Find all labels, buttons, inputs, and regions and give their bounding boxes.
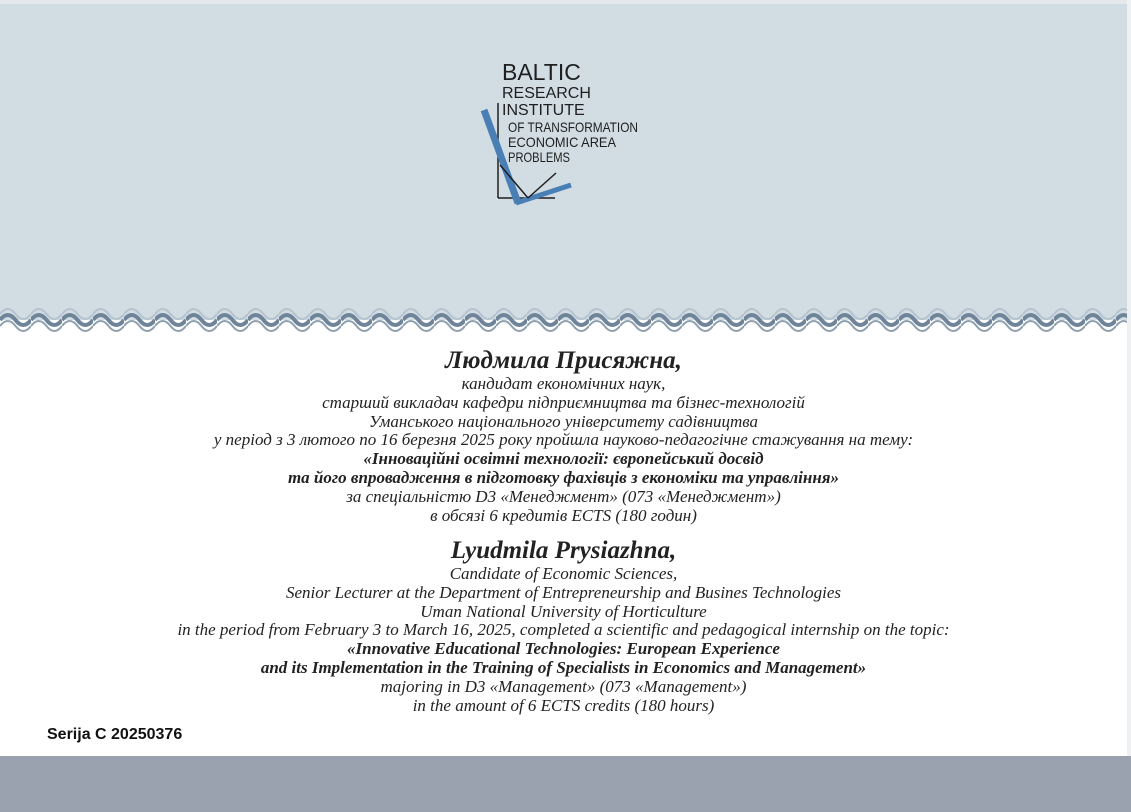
logo-text-of-transformation: OF TRANSFORMATION <box>508 119 638 135</box>
page-right-edge <box>1127 0 1131 812</box>
topic-line1-ua: «Інноваційні освітні технології: європейський досвід <box>363 449 764 469</box>
university-ua: Уманського національного університету садівництва <box>368 411 759 431</box>
logo-text-economic-area: ECONOMIC AREA <box>508 134 617 150</box>
topic-line2-ua: та його впровадження в підготовку фахівців з економіки та управління» <box>287 467 840 487</box>
period-en: in the period from February 3 to March 16, 2025, completed a scientific and pedagogical internship on the topic: <box>177 620 950 640</box>
institute-logo <box>470 55 660 210</box>
logo-text-research: RESEARCH <box>502 85 591 102</box>
position-en: Senior Lecturer at the Department of Entrepreneurship and Busines Technologies <box>285 582 842 602</box>
period-ua: у період з 3 лютого по 16 березня 2025 року пройшла науково-педагогічне стажування на тему: <box>213 430 914 450</box>
recipient-name-en: Lyudmila Prysiazhna, <box>450 537 677 564</box>
degree-en: Candidate of Economic Sciences, <box>449 564 678 583</box>
specialty-ua: за спеціальністю D3 «Менеджмент» (073 «Менеджмент») <box>346 486 781 506</box>
position-ua: старший викладач кафедри підприємництва та бізнес-технологій <box>322 392 805 412</box>
recipient-name-ua: Людмила Присяжна, <box>445 347 682 374</box>
logo-text-problems: PROBLEMS <box>508 149 570 165</box>
topic-line1-en: «Innovative Educational Technologies: European Experience <box>347 639 780 659</box>
credits-en: in the amount of 6 ECTS credits (180 hours) <box>412 695 715 715</box>
footer-band <box>0 756 1131 812</box>
ukrainian-text-block <box>0 347 1127 525</box>
university-en: Uman National University of Horticulture <box>420 601 707 621</box>
english-text-block <box>0 537 1127 715</box>
logo-text-baltic: BALTIC <box>502 59 581 85</box>
specialty-en: majoring in D3 «Management» (073 «Management») <box>380 676 747 696</box>
serial-number: Serija C 20250376 <box>47 726 183 743</box>
topic-line2-en: and its Implementation in the Training of Specialists in Economics and Management» <box>260 657 867 677</box>
degree-ua: кандидат економічних наук, <box>461 374 666 393</box>
decorative-wave-border <box>0 300 1127 340</box>
credits-ua: в обсязі 6 кредитів ECTS (180 годин) <box>430 505 697 525</box>
logo-text-institute: INSTITUTE <box>502 102 585 119</box>
